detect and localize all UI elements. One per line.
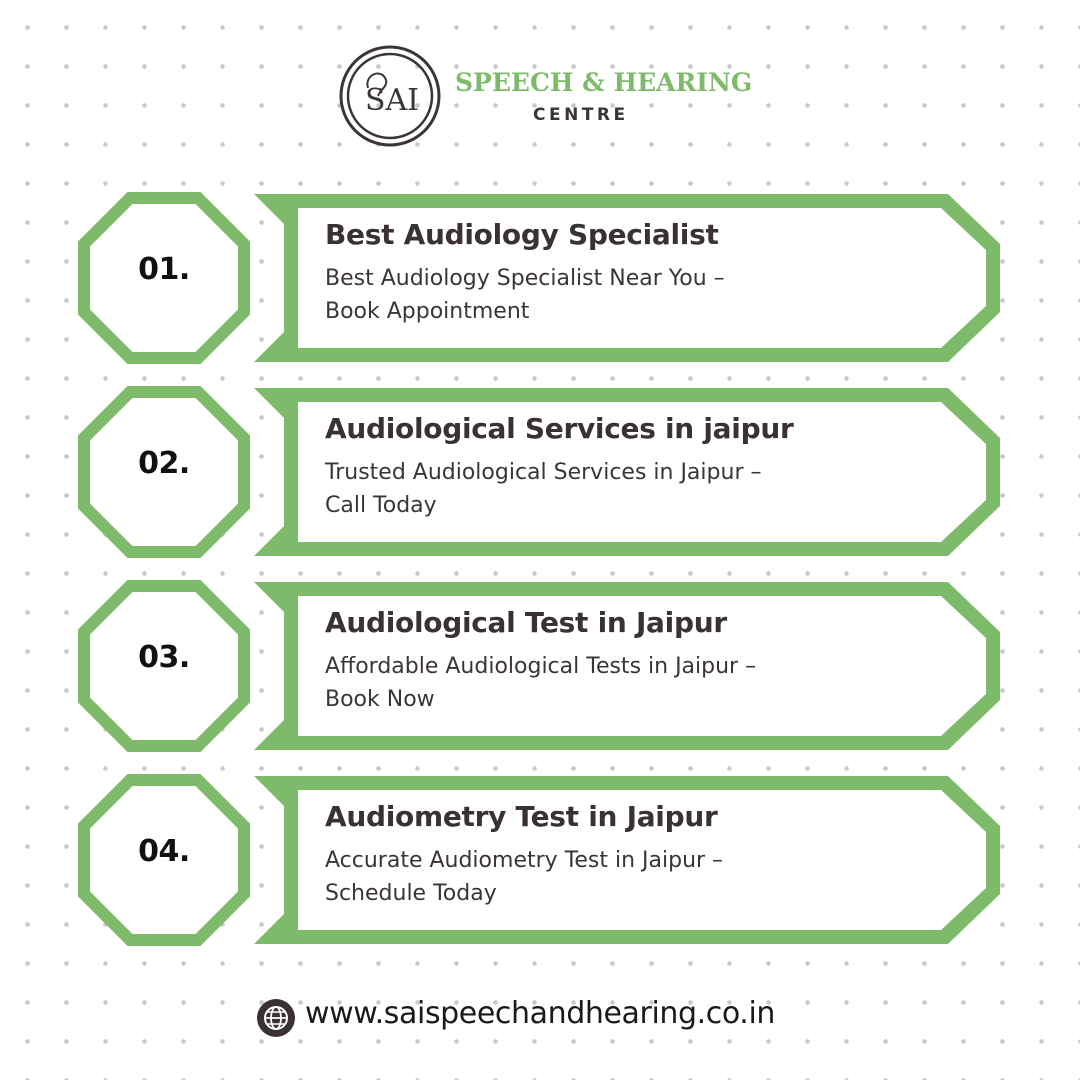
brand-name: SPEECH & HEARING (455, 68, 753, 97)
logo-letters: SAI (364, 83, 420, 118)
item-title: Audiological Services in jaipur (325, 412, 794, 445)
item-description: Trusted Audiological Services in Jaipur – Call Today (325, 460, 762, 518)
item-description: Accurate Audiometry Test in Jaipur – Schedule Today (325, 848, 724, 906)
item-title: Audiological Test in Jaipur (325, 606, 727, 639)
item-description: Best Audiology Specialist Near You – Book Appointment (325, 266, 725, 324)
brand-subtitle: CENTRE (533, 105, 629, 125)
item-number: 01. (138, 252, 190, 287)
item-number: 03. (138, 640, 190, 675)
sai-logo-icon (338, 44, 442, 148)
footer (0, 990, 1080, 1046)
list-item (0, 580, 1080, 752)
item-number: 04. (138, 834, 190, 869)
website-link[interactable]: www.saispeechandhearing.co.in (305, 996, 775, 1031)
item-title: Audiometry Test in Jaipur (325, 800, 718, 833)
item-title: Best Audiology Specialist (325, 218, 719, 251)
item-number: 02. (138, 446, 190, 481)
globe-icon (256, 998, 296, 1038)
header-logo (0, 0, 1080, 160)
list-item (0, 774, 1080, 946)
list-item (0, 192, 1080, 364)
list-item (0, 386, 1080, 558)
item-description: Affordable Audiological Tests in Jaipur – Book Now (325, 654, 757, 712)
